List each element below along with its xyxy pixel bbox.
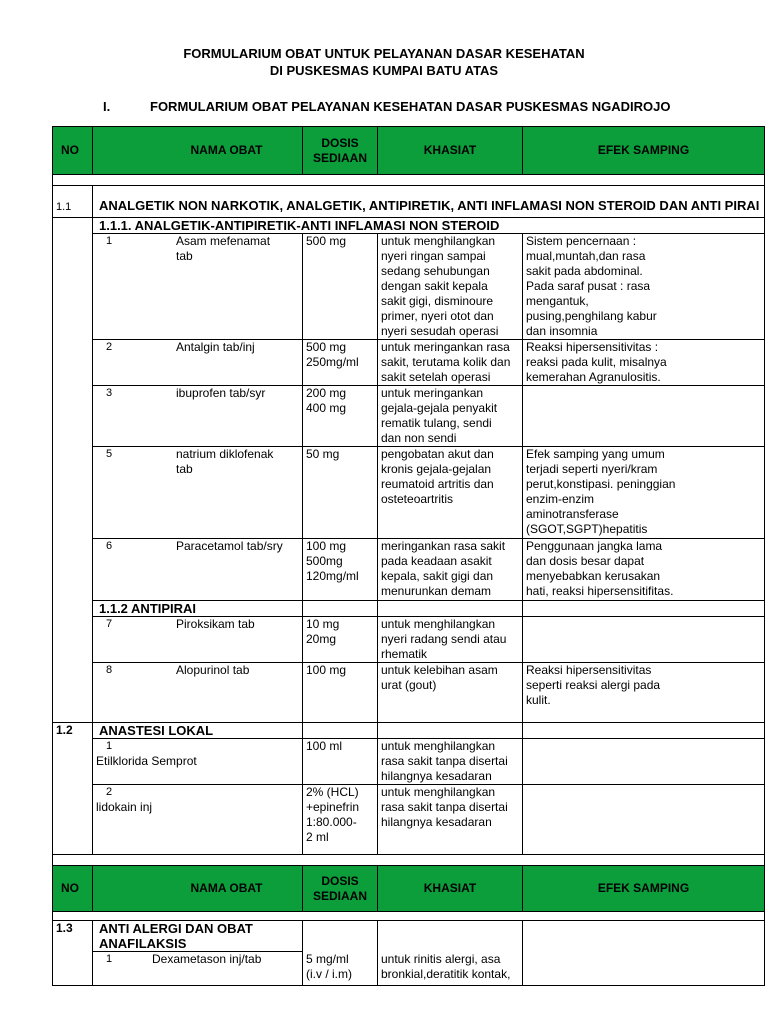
drug-name: lidokain inj — [96, 800, 153, 814]
subcategory-row — [53, 218, 765, 234]
table-row — [53, 617, 765, 663]
drug-dose: 500 mg 250mg/ml — [303, 340, 378, 386]
drug-number: 3 — [106, 387, 113, 399]
col-nama-obat-header: NAMA OBAT — [93, 866, 303, 912]
drug-name-cell — [93, 340, 303, 386]
drug-number: 1 — [106, 740, 113, 752]
drug-dose: 100 mg — [303, 663, 378, 723]
subcategory-title: 1.1.2 ANTIPIRAI — [93, 601, 303, 617]
drug-side-effect — [523, 952, 765, 986]
col-no-header: NO — [53, 127, 93, 175]
category-number: 1.1 — [53, 186, 93, 218]
spacer-row — [53, 855, 765, 866]
table-row — [53, 952, 765, 986]
drug-name: Piroksikam tab — [176, 617, 255, 631]
drug-name-cell — [93, 617, 303, 663]
drug-name: Dexametason inj/tab — [152, 952, 262, 966]
drug-name: Etilklorida Semprot — [96, 754, 197, 768]
table-row — [53, 234, 765, 340]
drug-dose: 200 mg 400 mg — [303, 386, 378, 447]
category-title: ANASTESI LOKAL — [93, 723, 303, 739]
drug-use: untuk menghilangkan nyeri radang sendi atau rhematik — [378, 617, 523, 663]
drug-name: Antalgin tab/inj — [176, 340, 255, 354]
drug-name: Asam mefenamat tab — [176, 234, 271, 263]
section-title: FORMULARIUM OBAT PELAYANAN KESEHATAN DASAR PUSKESMAS NGADIROJO — [150, 99, 671, 114]
drug-name-cell — [93, 447, 303, 539]
drug-side-effect — [523, 617, 765, 663]
drug-number: 2 — [106, 341, 113, 353]
drug-use: untuk meringankan gejala-gejala penyakit rematik tulang, sendi dan non sendi — [378, 386, 523, 447]
drug-side-effect: Sistem pencernaan : mual,muntah,dan rasa sakit pada abdominal. Pada saraf pusat : rasa mengantuk, pusing,penghilang kabur dan insomnia — [523, 234, 765, 340]
table-row — [53, 447, 765, 539]
drug-name: Alopurinol tab — [176, 663, 250, 677]
formulary-table — [52, 126, 765, 986]
category-title: ANALGETIK NON NARKOTIK, ANALGETIK, ANTIPIRETIK, ANTI INFLAMASI NON STEROID DAN ANTI PIRAI — [93, 186, 765, 218]
drug-number: 5 — [106, 448, 113, 460]
drug-dose: 2% (HCL) +epinefrin 1:80.000- 2 ml — [303, 785, 378, 855]
table-row — [53, 785, 765, 855]
drug-use: untuk kelebihan asam urat (gout) — [378, 663, 523, 723]
drug-use: untuk menghilangkan rasa sakit tanpa disertai hilangnya kesadaran — [378, 785, 523, 855]
drug-name-cell — [93, 739, 303, 785]
drug-name-cell — [93, 234, 303, 340]
drug-use: meringankan rasa sakit pada keadaan asakit kepala, sakit gigi dan menurunkan demam — [378, 539, 523, 601]
table-row — [53, 539, 765, 601]
category-row — [53, 186, 765, 218]
drug-dose: 5 mg/ml (i.v / i.m) — [303, 952, 378, 986]
col-nama-obat-header: NAMA OBAT — [93, 127, 303, 175]
drug-side-effect: Efek samping yang umum terjadi seperti nyeri/kram perut,konstipasi. peninggian enzim-enzim aminotransferase (SGOT,SGPT)hepatitis — [523, 447, 765, 539]
drug-name-cell — [93, 663, 303, 723]
drug-side-effect — [523, 739, 765, 785]
drug-use: untuk menghilangkan rasa sakit tanpa disertai hilangnya kesadaran — [378, 739, 523, 785]
section-number: I. — [103, 99, 111, 114]
drug-use: untuk menghilangkan nyeri ringan sampai sedang sehubungan dengan sakit kepala sakit gigi, disminoure primer, nyeri otot dan nyeri sesudah operasi — [378, 234, 523, 340]
col-no-header: NO — [53, 866, 93, 912]
category-number: 1.3 — [53, 921, 93, 952]
drug-dose: 100 mg 500mg 120mg/ml — [303, 539, 378, 601]
drug-name: ibuprofen tab/syr — [176, 386, 266, 400]
table-row — [53, 386, 765, 447]
spacer-row — [53, 912, 765, 921]
table-header-row — [53, 127, 765, 175]
category-row — [53, 723, 765, 739]
document-subtitle: DI PUSKESMAS KUMPAI BATU ATAS — [269, 63, 499, 78]
table-row — [53, 663, 765, 723]
drug-dose: 500 mg — [303, 234, 378, 340]
subcategory-row — [53, 601, 765, 617]
table-row — [53, 340, 765, 386]
category-number: 1.2 — [53, 723, 93, 739]
subcategory-title: 1.1.1. ANALGETIK-ANTIPIRETIK-ANTI INFLAMASI NON STEROID — [93, 218, 765, 234]
drug-name-cell — [93, 785, 303, 855]
drug-name-cell — [93, 539, 303, 601]
drug-side-effect: Reaksi hipersensitivitas seperti reaksi alergi pada kulit. — [523, 663, 765, 723]
drug-number: 2 — [106, 786, 113, 798]
drug-number: 1 — [106, 235, 113, 247]
drug-name-cell — [93, 952, 303, 986]
drug-name: Paracetamol tab/sry — [176, 539, 283, 553]
drug-side-effect: Penggunaan jangka lama dan dosis besar dapat menyebabkan kerusakan hati, reaksi hipersensitifitas. — [523, 539, 765, 601]
drug-dose: 50 mg — [303, 447, 378, 539]
table-row — [53, 739, 765, 785]
drug-number: 8 — [106, 664, 113, 676]
spacer-row — [53, 175, 765, 186]
col-dosis-header: DOSIS SEDIAAN — [303, 866, 378, 912]
category-title: ANTI ALERGI DAN OBAT ANAFILAKSIS — [93, 921, 303, 952]
section-heading — [103, 99, 671, 114]
drug-use: pengobatan akut dan kronis gejala-gejalan reumatoid artritis dan osteteoartritis — [378, 447, 523, 539]
table-header-row — [53, 866, 765, 912]
col-efek-samping-header: EFEK SAMPING — [523, 866, 765, 912]
document-title: FORMULARIUM OBAT UNTUK PELAYANAN DASAR KESEHATAN — [183, 46, 585, 61]
col-efek-samping-header: EFEK SAMPING — [523, 127, 765, 175]
col-khasiat-header: KHASIAT — [378, 866, 523, 912]
drug-use: untuk rinitis alergi, asa bronkial,deratitik kontak, — [378, 952, 523, 986]
col-khasiat-header: KHASIAT — [378, 127, 523, 175]
drug-number: 1 — [106, 953, 113, 965]
drug-use: untuk meringankan rasa sakit, terutama kolik dan sakit setelah operasi — [378, 340, 523, 386]
drug-number: 6 — [106, 540, 113, 552]
drug-name-cell — [93, 386, 303, 447]
drug-dose: 10 mg 20mg — [303, 617, 378, 663]
category-row — [53, 921, 765, 952]
drug-name: natrium diklofenak tab — [176, 447, 274, 476]
drug-dose: 100 ml — [303, 739, 378, 785]
drug-side-effect — [523, 785, 765, 855]
drug-side-effect: Reaksi hipersensitivitas : reaksi pada kulit, misalnya kemerahan Agranulositis. — [523, 340, 765, 386]
col-dosis-header: DOSIS SEDIAAN — [303, 127, 378, 175]
drug-number: 7 — [106, 618, 113, 630]
drug-side-effect — [523, 386, 765, 447]
